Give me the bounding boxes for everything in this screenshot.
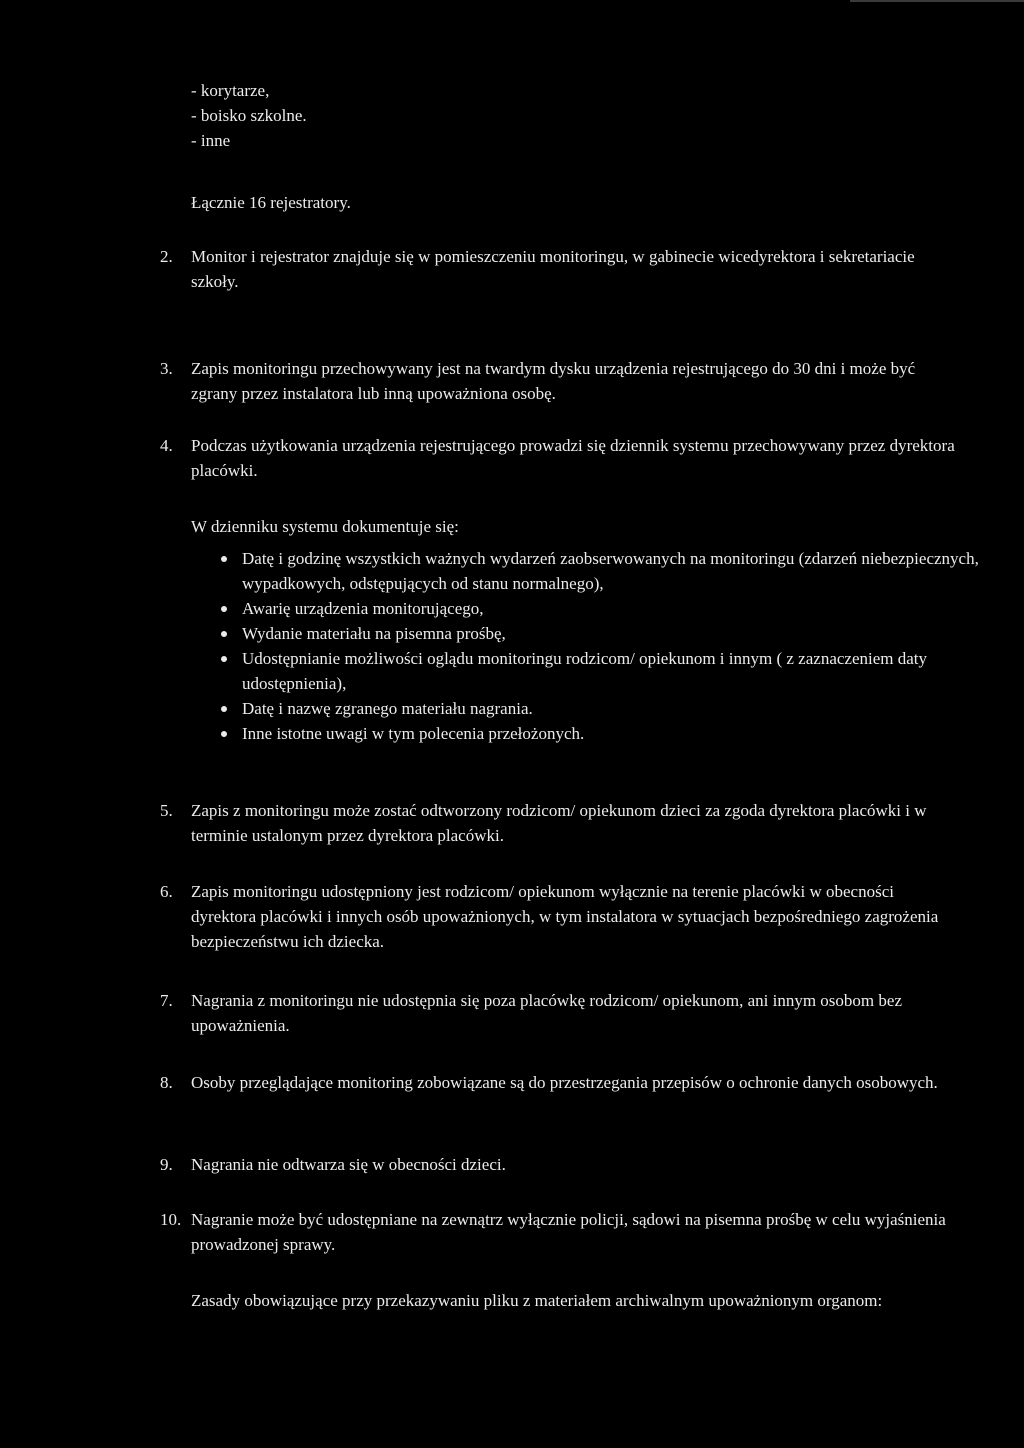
point-text: Podczas użytkowania urządzenia rejestrującego prowadzi się dziennik systemu przechowywany przez dyrektora placówki. — [191, 436, 955, 480]
closing-paragraph: Zasady obowiązujące przy przekazywaniu pliku z materiałem archiwalnym upoważnionym organom: — [191, 1291, 883, 1310]
point-text: Monitor i rejestrator znajduje się w pomieszczeniu monitoringu, w gabinecie wicedyrektora i sekretariacie szkoły. — [191, 247, 915, 291]
point-3 — [160, 356, 960, 406]
journal-item-text: Wydanie materiału na pisemna prośbę, — [242, 624, 506, 643]
journal-item — [221, 646, 981, 696]
point-text: Nagranie może być udostępniane na zewnątrz wyłącznie policji, sądowi na pisemna prośbę w celu wyjaśnienia prowadzonej sprawy. — [191, 1210, 946, 1254]
point-text: Osoby przeglądające monitoring zobowiązane są do przestrzegania przepisów o ochronie danych osobowych. — [191, 1073, 938, 1092]
journal-item — [221, 696, 981, 721]
journal-intro: W dzienniku systemu dokumentuje się: — [191, 517, 459, 536]
point-8 — [160, 1070, 960, 1095]
point-4 — [160, 433, 960, 483]
recorder-total: Łącznie 16 rejestratory. — [191, 193, 351, 212]
bullet-icon — [221, 706, 227, 712]
journal-list — [221, 546, 981, 746]
point-number: 8. — [160, 1073, 173, 1092]
bullet-icon — [221, 606, 227, 612]
point-6 — [160, 879, 960, 954]
point-text: Nagrania z monitoringu nie udostępnia się poza placówkę rodzicom/ opiekunom, ani innym osobom bez upoważnienia. — [191, 991, 902, 1035]
point-text: Zapis monitoringu przechowywany jest na twardym dysku urządzenia rejestrującego do 30 dni i może być zgrany przez instalatora lub inną upoważniona osobę. — [191, 359, 916, 403]
point-10 — [160, 1207, 960, 1257]
location-list — [191, 78, 791, 153]
journal-item-text: Datę i godzinę wszystkich ważnych wydarzeń zaobserwowanych na monitoringu (zdarzeń niebezpiecznych, wypadkowych, odstępujących od stanu normalnego), — [242, 549, 979, 593]
point-text: Nagrania nie odtwarza się w obecności dzieci. — [191, 1155, 506, 1174]
point-2 — [160, 244, 960, 294]
point-number: 9. — [160, 1155, 173, 1174]
point-number: 7. — [160, 991, 173, 1010]
bullet-icon — [221, 631, 227, 637]
point-7 — [160, 988, 960, 1038]
journal-item — [221, 546, 981, 596]
point-text: Zapis z monitoringu może zostać odtworzony rodzicom/ opiekunom dzieci za zgoda dyrektora placówki i w terminie ustalonym przez dyrektora placówki. — [191, 801, 927, 845]
scan-edge-line — [850, 0, 1024, 2]
bullet-icon — [221, 556, 227, 562]
journal-item-text: Inne istotne uwagi w tym polecenia przełożonych. — [242, 724, 585, 743]
journal-item — [221, 721, 981, 746]
point-9 — [160, 1152, 960, 1177]
bullet-icon — [221, 731, 227, 737]
point-number: 5. — [160, 801, 173, 820]
bullet-icon — [221, 656, 227, 662]
point-number: 2. — [160, 247, 173, 266]
journal-item — [221, 621, 981, 646]
journal-item-text: Udostępnianie możliwości oglądu monitoringu rodzicom/ opiekunom i innym ( z zaznaczeniem daty udostępnienia), — [242, 649, 928, 693]
point-number: 4. — [160, 436, 173, 455]
journal-item — [221, 596, 981, 621]
journal-item-text: Datę i nazwę zgranego materiału nagrania. — [242, 699, 533, 718]
journal-item-text: Awarię urządzenia monitorującego, — [242, 599, 484, 618]
location-item: - inne — [191, 131, 231, 150]
point-number: 3. — [160, 359, 173, 378]
location-item: - korytarze, — [191, 81, 270, 100]
point-number: 6. — [160, 882, 173, 901]
point-number: 10. — [160, 1210, 182, 1229]
location-item: - boisko szkolne. — [191, 106, 307, 125]
point-5 — [160, 798, 960, 848]
point-text: Zapis monitoringu udostępniony jest rodzicom/ opiekunom wyłącznie na terenie placówki w obecności dyrektora placówki i innych osób upoważnionych, w tym instalatora w sytuacjach bezpośredniego zagrożenia bezpieczeństwu ich dziecka. — [191, 882, 939, 951]
